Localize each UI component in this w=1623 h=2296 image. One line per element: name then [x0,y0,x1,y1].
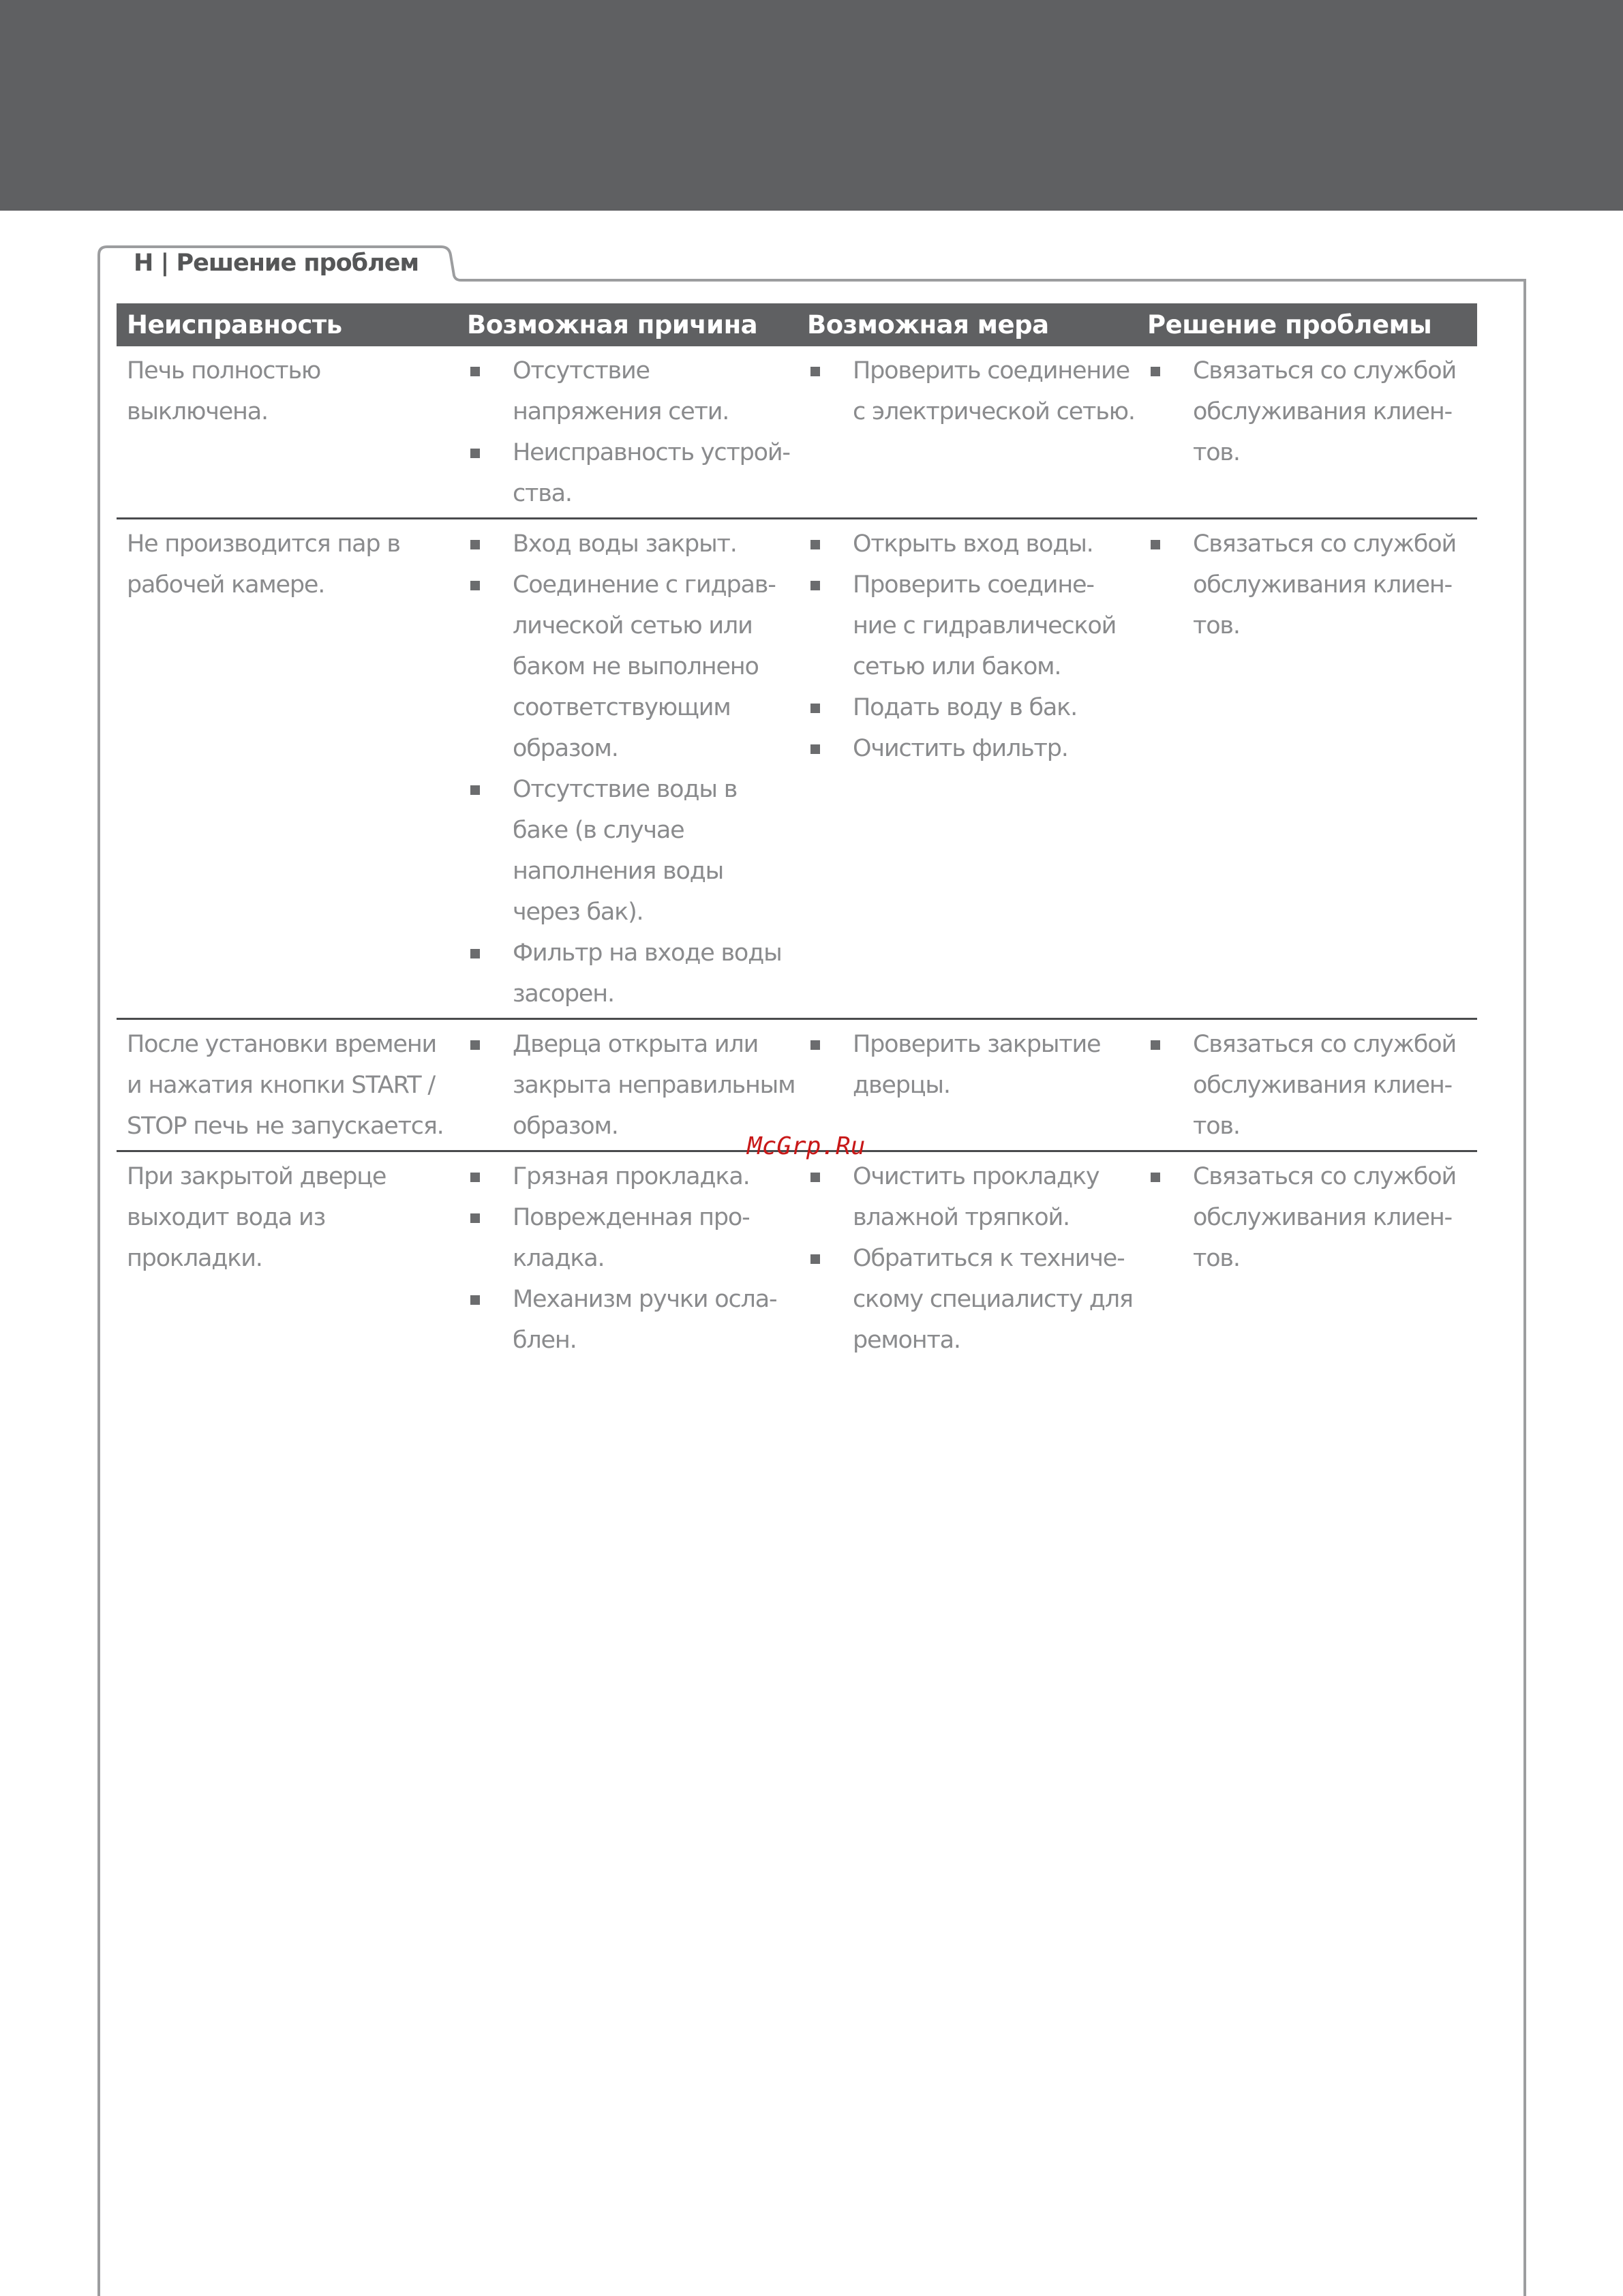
list-item: Связаться со службой обслуживания клиен-тов. [1147,350,1477,473]
list-item: Очистить прокладку влажной тряпкой. [807,1156,1137,1238]
list-item: Подать воду в бак. [807,687,1137,728]
fault-text: После установки времени и нажатия кнопки START / STOP печь не запускается. [127,1031,444,1140]
list-item: Отсутствие воды в баке (в случае наполнения воды через бак). [467,769,797,933]
square-bullet-icon [810,704,820,713]
cause-list [467,1156,797,1361]
square-bullet-icon [470,949,480,958]
table-row [117,346,1477,519]
solution-list [1147,524,1477,646]
measure-list [807,1024,1137,1106]
square-bullet-icon [470,785,480,795]
measure-list [807,1156,1137,1361]
square-bullet-icon [470,540,480,549]
solution-list [1147,1024,1477,1147]
square-bullet-icon [470,1040,480,1050]
square-bullet-icon [1151,540,1160,549]
square-bullet-icon [470,1295,480,1305]
table-row [117,519,1477,1020]
square-bullet-icon [1151,1040,1160,1050]
cause-list [467,350,797,514]
square-bullet-icon [470,1173,480,1182]
list-item: Проверить соединение с электрической сетью. [807,350,1137,432]
measure-list [807,524,1137,769]
watermark-text: McGrp.Ru [747,1132,866,1160]
list-item: Механизм ручки осла-блен. [467,1279,797,1361]
fault-text: Печь полностью выключена. [127,357,321,425]
solution-list [1147,1156,1477,1279]
cause-list [467,524,797,1014]
header-cause: Возможная причина [467,310,758,339]
list-item: Вход воды закрыт. [467,524,797,564]
fault-text: При закрытой дверце выходит вода из прокладки. [127,1163,386,1272]
square-bullet-icon [470,1213,480,1223]
list-item: Связаться со службой обслуживания клиен-тов. [1147,1156,1477,1279]
fault-text: Не производится пар в рабочей камере. [127,530,400,599]
header-measure: Возможная мера [807,310,1049,339]
square-bullet-icon [810,1254,820,1264]
list-item: Открыть вход воды. [807,524,1137,564]
list-item: Дверца открыта или закрыта неправильным образом. [467,1024,797,1147]
list-item: Соединение с гидрав-лической сетью или баком не выполнено соответствующим образом. [467,564,797,769]
square-bullet-icon [1151,367,1160,376]
table-row [117,1152,1477,1364]
header-fault: Неисправность [127,310,342,339]
list-item: Проверить соедине-ние с гидравлической сетью или баком. [807,564,1137,687]
list-item: Фильтр на входе воды засорен. [467,933,797,1014]
list-item: Грязная прокладка. [467,1156,797,1197]
square-bullet-icon [810,367,820,376]
list-item: Поврежденная про-кладка. [467,1197,797,1279]
solution-list [1147,350,1477,473]
square-bullet-icon [810,744,820,754]
square-bullet-icon [470,449,480,458]
list-item: Очистить фильтр. [807,728,1137,769]
top-header-band [0,0,1623,211]
header-solution: Решение проблемы [1147,310,1432,339]
square-bullet-icon [810,540,820,549]
measure-list [807,350,1137,432]
list-item: Связаться со службой обслуживания клиен-тов. [1147,1024,1477,1147]
list-item: Неисправность устрой-ства. [467,432,797,514]
square-bullet-icon [1151,1173,1160,1182]
cause-list [467,1024,797,1147]
section-title: H | Решение проблем [134,250,419,277]
list-item: Отсутствие напряжения сети. [467,350,797,432]
square-bullet-icon [470,581,480,590]
list-item: Обратиться к техниче-скому специалисту для ремонта. [807,1238,1137,1361]
square-bullet-icon [810,1173,820,1182]
square-bullet-icon [470,367,480,376]
square-bullet-icon [810,1040,820,1050]
list-item: Проверить закрытие дверцы. [807,1024,1137,1106]
list-item: Связаться со службой обслуживания клиен-тов. [1147,524,1477,646]
square-bullet-icon [810,581,820,590]
table-header [117,303,1477,346]
troubleshooting-table [117,303,1477,1364]
